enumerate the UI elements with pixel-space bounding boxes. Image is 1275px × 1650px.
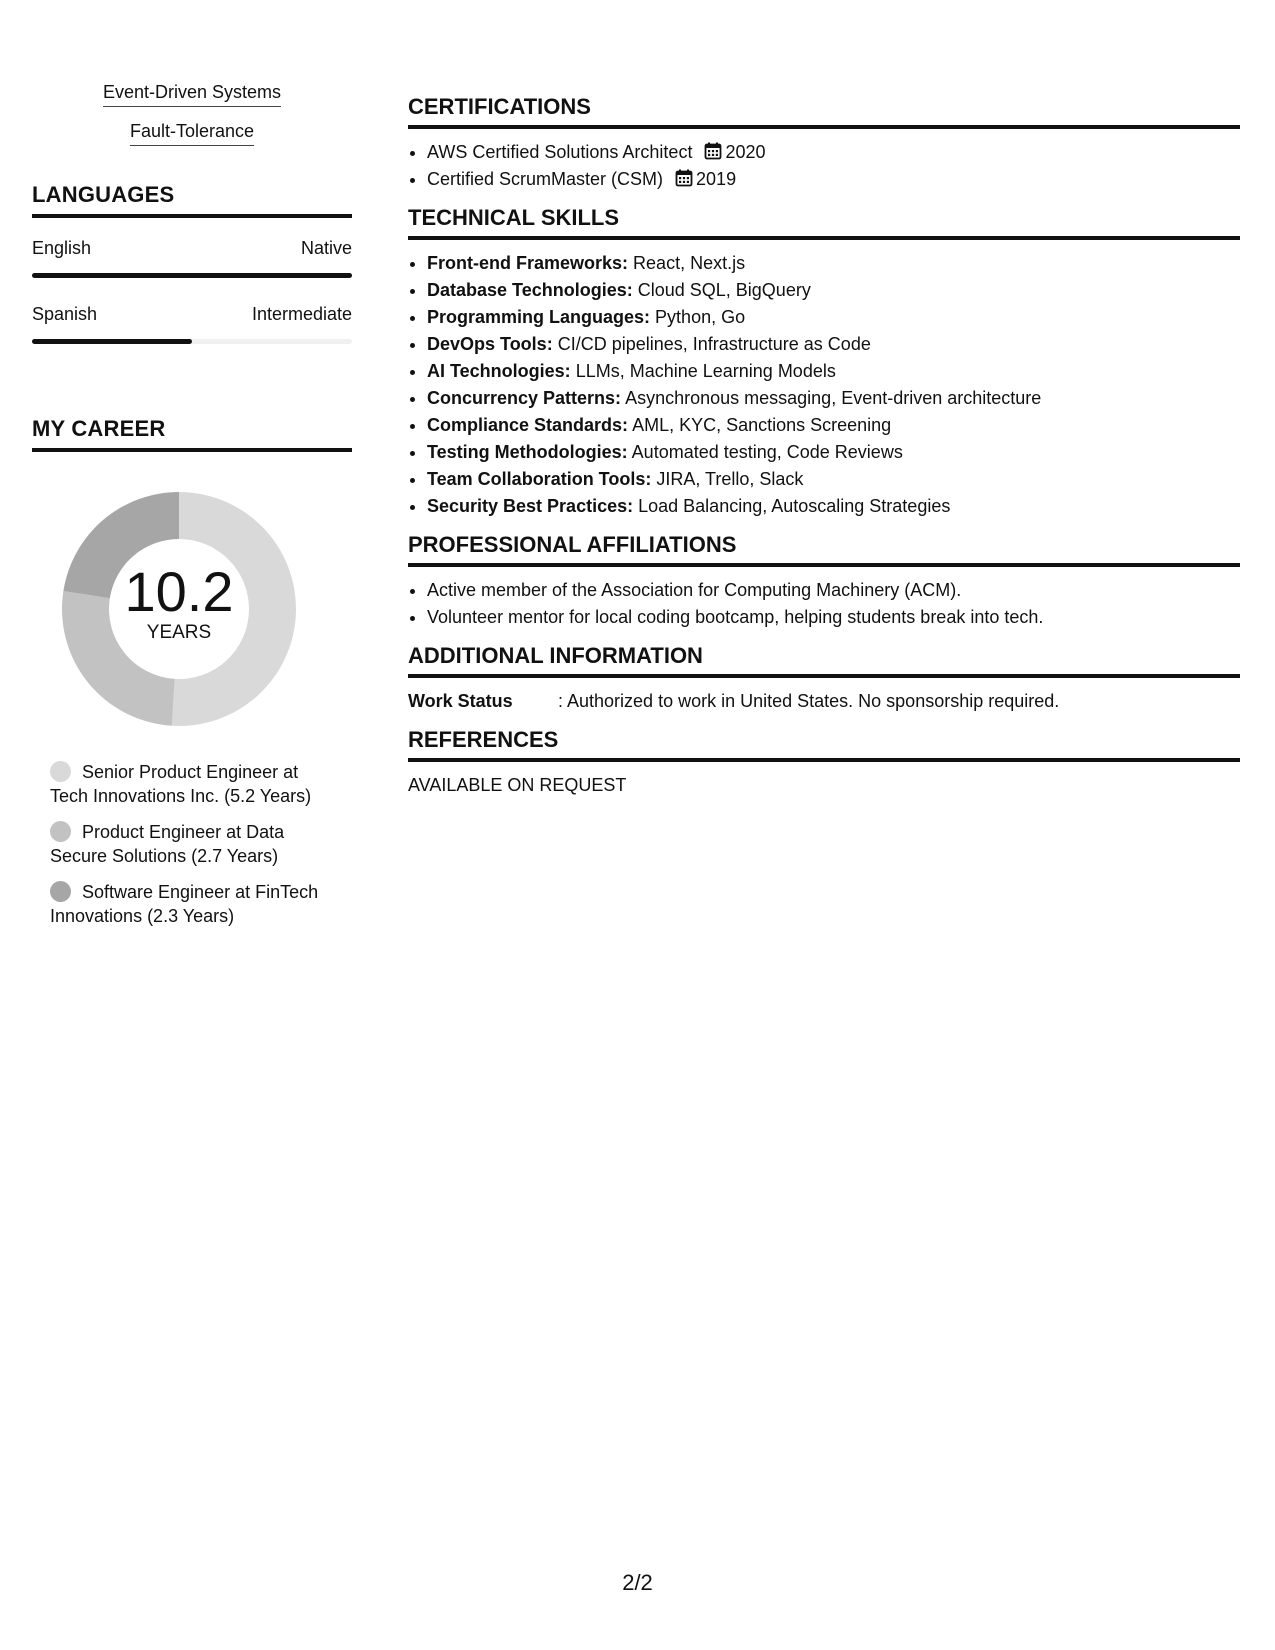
skill-value: AML, KYC, Sanctions Screening: [632, 415, 892, 435]
career-legend-item: [50, 880, 340, 928]
skill-item: [427, 304, 1240, 331]
language-name: Spanish: [32, 304, 98, 324]
skill-value: Load Balancing, Autoscaling Strategies: [638, 496, 951, 516]
skill-label: Concurrency Patterns:: [427, 388, 622, 408]
work-status-row: [408, 688, 1240, 715]
skill-item: [427, 412, 1240, 439]
certification-name: AWS Certified Solutions Architect: [427, 142, 693, 162]
skill-value: React, Next.js: [633, 253, 746, 273]
skill-item: [427, 385, 1240, 412]
skill-item: [427, 493, 1240, 520]
career-legend-label: Software Engineer at FinTech Innovations (2.3 Years): [50, 882, 319, 926]
skill-value: Cloud SQL, BigQuery: [637, 280, 811, 300]
languages-list: [32, 238, 352, 344]
skill-value: CI/CD pipelines, Infrastructure as Code: [557, 334, 871, 354]
skill-label: Compliance Standards:: [427, 415, 629, 435]
skill-tags: [32, 82, 352, 146]
certification-item: [427, 139, 1240, 166]
career-legend-item: [50, 760, 340, 808]
affiliation-item: • Active member of the Association for Computing Machinery (ACM).: [427, 577, 1240, 604]
skill-tag: Event-Driven Systems: [103, 82, 281, 107]
language-level: Intermediate: [251, 304, 352, 324]
skill-value: JIRA, Trello, Slack: [656, 469, 804, 489]
affiliations-heading: PROFESSIONAL AFFILIATIONS: [408, 532, 1240, 567]
affiliations-section: [408, 532, 1240, 631]
skill-item: [427, 250, 1240, 277]
language-item: [32, 304, 352, 344]
career-legend: [50, 760, 340, 928]
affiliation-item: • Volunteer mentor for local coding bootcamp, helping students break into tech.: [427, 604, 1240, 631]
languages-heading: LANGUAGES: [32, 182, 352, 218]
career-legend-label: Product Engineer at Data Secure Solutions (2.7 Years): [50, 822, 285, 866]
certifications-heading: CERTIFICATIONS: [408, 94, 1240, 129]
technical-skills-heading: TECHNICAL SKILLS: [408, 205, 1240, 240]
language-level: Native: [300, 238, 352, 258]
career-legend-label: Senior Product Engineer at Tech Innovations Inc. (5.2 Years): [50, 762, 312, 806]
additional-info-section: [408, 643, 1240, 715]
certification-year: 2019: [696, 169, 737, 189]
references-text: AVAILABLE ON REQUEST: [408, 775, 627, 795]
skill-label: Programming Languages:: [427, 307, 651, 327]
language-proficiency-fill: [32, 273, 352, 278]
calendar-icon: [704, 142, 722, 160]
skill-item: [427, 331, 1240, 358]
skill-tag: Fault-Tolerance: [130, 121, 254, 146]
references-heading: REFERENCES: [408, 727, 1240, 762]
language-proficiency-bar: [32, 339, 352, 344]
certification-item: [427, 166, 1240, 193]
legend-dot: [50, 881, 71, 902]
career-legend-item: [50, 820, 340, 868]
certifications-section: [408, 94, 1240, 193]
technical-skills-section: [408, 205, 1240, 520]
skill-value: Asynchronous messaging, Event-driven architecture: [625, 388, 1042, 408]
work-status-value: : Authorized to work in United States. No sponsorship required.: [558, 691, 1060, 711]
skill-value: Python, Go: [655, 307, 746, 327]
certification-name: Certified ScrumMaster (CSM): [427, 169, 664, 189]
skill-label: Front-end Frameworks:: [427, 253, 629, 273]
skill-item: [427, 439, 1240, 466]
page-number: 2/2: [622, 1570, 653, 1595]
legend-dot: [50, 821, 71, 842]
language-proficiency-bar: [32, 273, 352, 278]
skill-label: Database Technologies:: [427, 280, 633, 300]
skill-value: Automated testing, Code Reviews: [631, 442, 903, 462]
skill-value: LLMs, Machine Learning Models: [575, 361, 836, 381]
work-status-label: Work Status: [408, 691, 513, 711]
additional-info-heading: ADDITIONAL INFORMATION: [408, 643, 1240, 678]
legend-dot: [50, 761, 71, 782]
career-total: [54, 562, 304, 644]
skill-label: Team Collaboration Tools:: [427, 469, 652, 489]
career-heading: MY CAREER: [32, 416, 352, 452]
career-donut-chart: [54, 484, 304, 734]
career-total-value: 10.2: [124, 560, 234, 623]
language-proficiency-fill: [32, 339, 192, 344]
skill-item: [427, 466, 1240, 493]
skill-label: AI Technologies:: [427, 361, 571, 381]
right-column: [408, 94, 1240, 811]
language-name: English: [32, 238, 92, 258]
skill-label: Testing Methodologies:: [427, 442, 628, 462]
skill-item: [427, 358, 1240, 385]
references-section: [408, 727, 1240, 799]
certification-year: 2020: [725, 142, 766, 162]
skill-label: DevOps Tools:: [427, 334, 553, 354]
language-item: [32, 238, 352, 278]
calendar-icon: [675, 169, 693, 187]
skill-item: [427, 277, 1240, 304]
left-column: [32, 82, 352, 940]
skill-label: Security Best Practices:: [427, 496, 634, 516]
career-total-unit: YEARS: [146, 622, 212, 643]
